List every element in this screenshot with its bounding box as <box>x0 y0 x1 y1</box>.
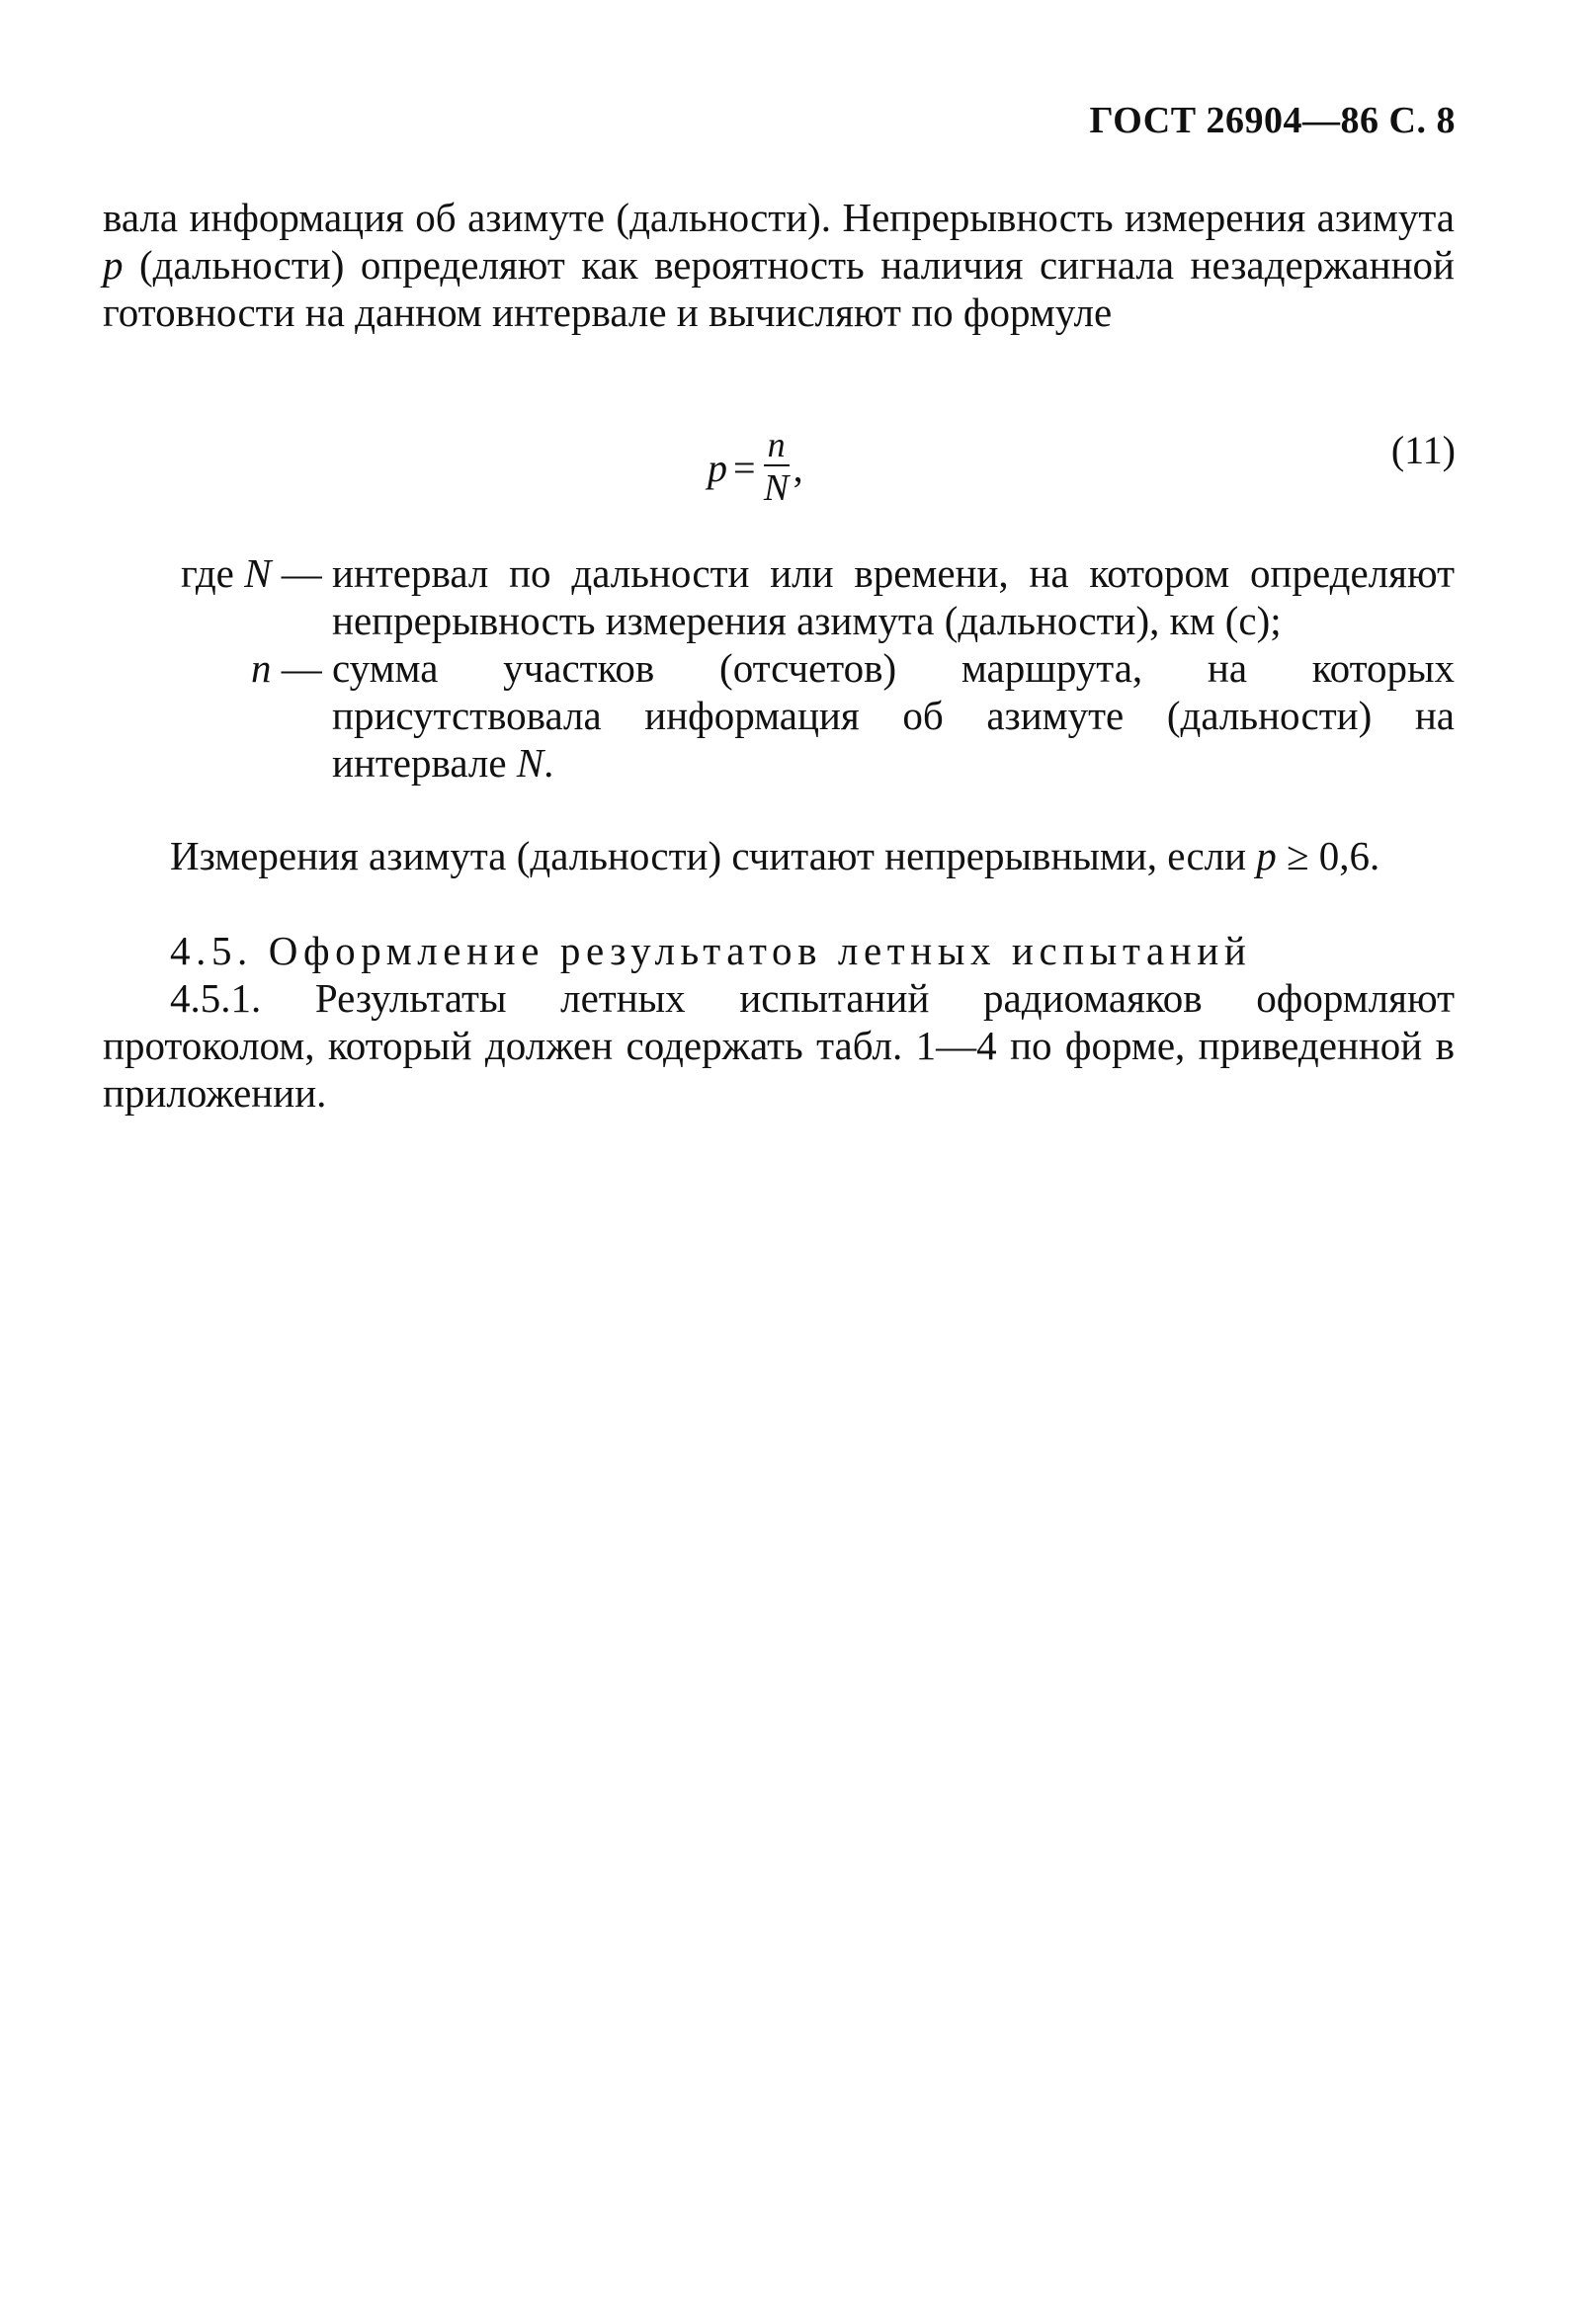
paragraph-results: 4.5.1. Результаты летных испытаний радиомаяков оформляют протоколом, который должен содержать табл. 1—4 по форме, приведенной в приложении. <box>103 975 1455 1116</box>
section-title: 4.5. Оформление результатов летных испытаний <box>170 928 1252 973</box>
definition-term <box>0 644 332 787</box>
definition-dash: — <box>271 645 332 691</box>
definition-prefix: где <box>181 550 245 596</box>
definition-text-a: сумма участков (отсчетов) маршрута, на которых присутствовала информация об азимуте (дальности) на интервале <box>332 645 1455 786</box>
definition-text-b: . <box>543 740 554 786</box>
formula-denominator: N <box>763 467 790 509</box>
paragraph-condition-text-b: ≥ 0,6. <box>1276 833 1380 878</box>
definition-item <box>0 549 1587 644</box>
paragraph-intro-text-b: (дальности) определяют как вероятность наличия сигнала незадержанной готовности на данном интервале и вычисляют по формуле <box>103 242 1455 335</box>
formula-fraction <box>764 425 790 510</box>
formula-lhs: p <box>708 445 727 490</box>
formula-numerator: n <box>764 425 790 466</box>
formula-comma: , <box>793 445 803 490</box>
page-header: ГОСТ 26904—86 С. 8 <box>1089 100 1456 141</box>
formula-equals: = <box>733 445 756 490</box>
definition-text-variable: N <box>516 740 544 786</box>
paragraph-intro <box>103 194 1455 336</box>
formula-block <box>0 425 1587 534</box>
definition-variable: N <box>244 550 272 596</box>
formula <box>708 425 803 510</box>
variable-p: p <box>103 242 124 288</box>
definition-item <box>0 644 1587 787</box>
definition-text <box>332 644 1455 787</box>
definition-dash: — <box>271 550 332 596</box>
definition-variable: n <box>251 645 272 691</box>
paragraph-condition-text-a: Измерения азимута (дальности) считают непрерывными, если <box>170 833 1257 878</box>
definitions-list <box>0 549 1587 787</box>
paragraph-condition <box>103 832 1455 879</box>
formula-number: (11) <box>1390 428 1456 472</box>
variable-p: p <box>1256 833 1277 878</box>
definition-text: интервал по дальности или времени, на котором определяют непрерывность измерения азимута (дальности), км (с); <box>332 550 1455 643</box>
paragraph-intro-text-a: вала информация об азимуте (дальности). Непрерывность измерения азимута <box>103 195 1455 240</box>
definition-term <box>0 549 332 644</box>
